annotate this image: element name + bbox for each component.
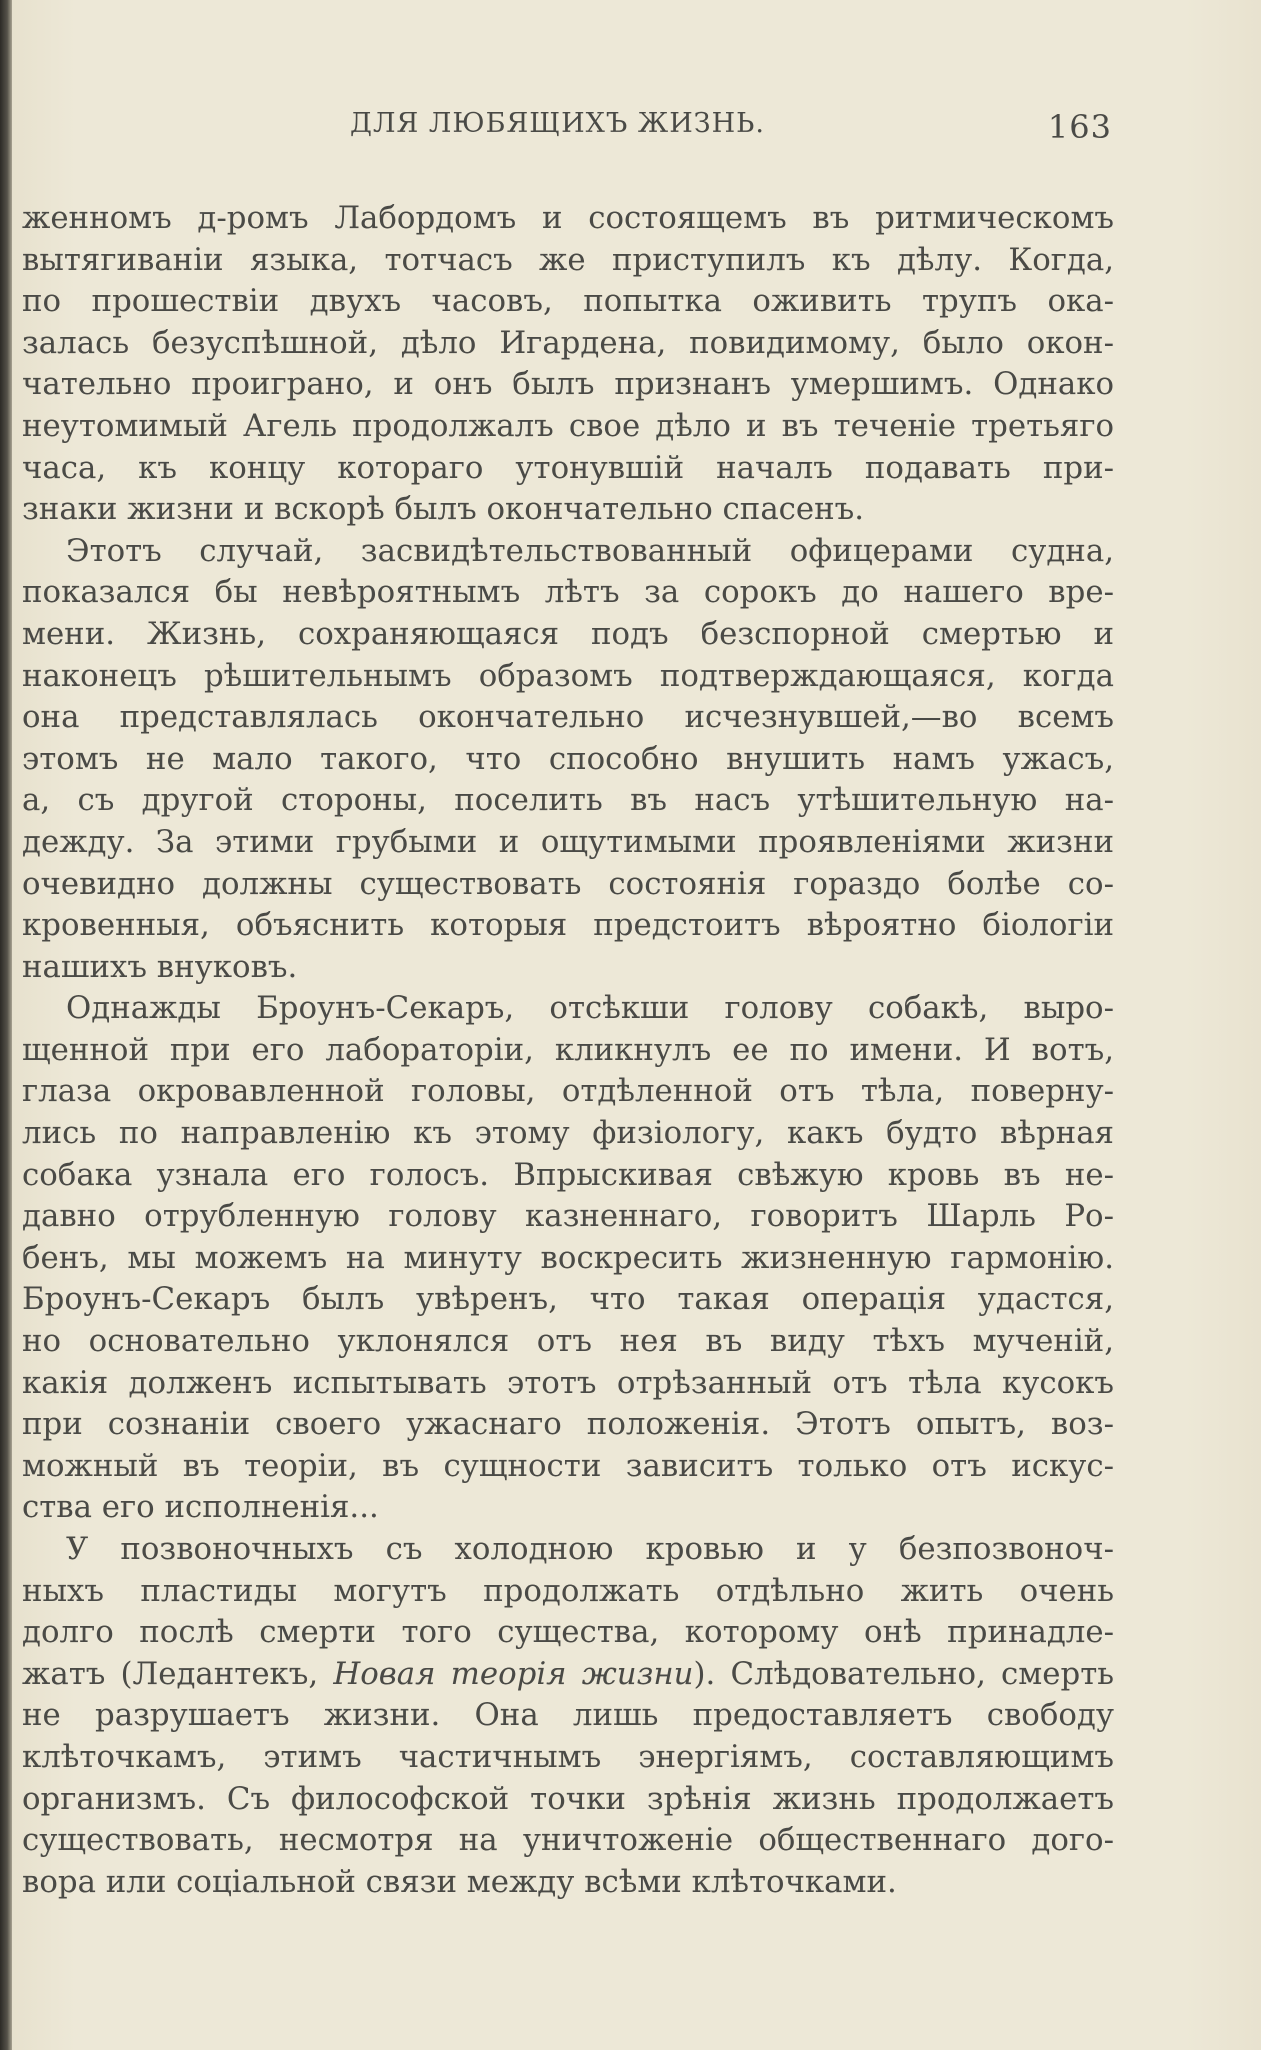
text-line: ныхъ пластиды могутъ продолжать отдѣльно жить очень (22, 1572, 1114, 1609)
text-line: чательно проиграно, и онъ былъ признанъ умершимъ. Однако (22, 366, 1114, 403)
text-line: нашихъ внуковъ. (22, 948, 298, 985)
running-title: ДЛЯ ЛЮБЯЩИХЪ ЖИЗНЬ. (350, 108, 765, 139)
paragraph-start-line: Этотъ случай, засвидѣтельствованный офицерами судна, (66, 532, 1114, 569)
text-line: но основательно уклонялся отъ нея въ виду тѣхъ мученій, (22, 1323, 1114, 1360)
text-line: кровенныя, объяснить которыя предстоитъ вѣроятно біологіи (22, 907, 1114, 944)
text-line: а, съ другой стороны, поселить въ насъ утѣшительную на- (22, 782, 1114, 819)
paragraph-start-line: Однажды Броунъ-Секаръ, отсѣкши голову собакѣ, выро- (66, 990, 1114, 1027)
text-line: знаки жизни и вскорѣ былъ окончательно спасенъ. (22, 491, 865, 528)
citation-suffix: ). Слѣдовательно, смерть (693, 1655, 1115, 1692)
text-line: лись по направленію къ этому физіологу, какъ будто вѣрная (22, 1115, 1114, 1152)
text-line: мени. Жизнь, сохраняющаяся подъ безспорной смертью и (22, 615, 1114, 652)
page-number: 163 (1047, 108, 1112, 146)
text-line: собака узнала его голосъ. Впрыскивая свѣжую кровь въ не- (22, 1156, 1114, 1193)
text-line: какія долженъ испытывать этотъ отрѣзанный отъ тѣла кусокъ (22, 1364, 1114, 1401)
text-line: показался бы невѣроятнымъ лѣтъ за сорокъ до нашего вре- (22, 574, 1114, 611)
text-line: давно отрубленную голову казненнаго, говоритъ Шарль Ро- (22, 1198, 1114, 1235)
text-line: по прошествіи двухъ часовъ, попытка оживить трупъ ока- (22, 283, 1114, 320)
text-line: вора или соціальной связи между всѣми клѣточками. (22, 1863, 897, 1900)
text-line: она представлялась окончательно исчезнувшей,—во всемъ (22, 699, 1114, 736)
text-line: при сознаніи своего ужаснаго положенія. Этотъ опытъ, воз- (22, 1406, 1114, 1443)
cited-book-title: Новая теорія жизни (333, 1655, 694, 1692)
text-line: бенъ, мы можемъ на минуту воскресить жизненную гармонію. (22, 1239, 1114, 1276)
text-line: часа, къ концу котораго утонувшій началъ подавать при- (22, 449, 1114, 486)
text-line: организмъ. Съ философской точки зрѣнія жизнь продолжаетъ (22, 1780, 1114, 1817)
text-line: существовать, несмотря на уничтоженіе общественнаго дого- (22, 1822, 1114, 1859)
page-header (350, 108, 1112, 148)
text-line: залась безуспѣшной, дѣло Игардена, повидимому, было окон- (22, 324, 1114, 361)
text-line: очевидно должны существовать состоянія гораздо болѣе со- (22, 865, 1114, 902)
text-line: долго послѣ смерти того существа, которому онѣ принадле- (22, 1614, 1114, 1651)
text-line: щенной при его лабораторіи, кликнулъ ее по имени. И вотъ, (22, 1031, 1114, 1068)
text-line: клѣточкамъ, этимъ частичнымъ энергіямъ, составляющимъ (22, 1738, 1114, 1775)
text-line: не разрушаетъ жизни. Она лишь предоставляетъ свободу (22, 1697, 1114, 1734)
text-line: женномъ д-ромъ Лабордомъ и состоящемъ въ ритмическомъ (22, 200, 1114, 236)
text-line: этомъ не мало такого, что способно внушить намъ ужасъ, (22, 740, 1114, 777)
body-text (22, 198, 1114, 1903)
text-line: ства его исполненія... (22, 1489, 379, 1526)
paragraph-start-line: У позвоночныхъ съ холодною кровью и у безпозвоноч- (66, 1531, 1114, 1567)
text-line: дежду. За этими грубыми и ощутимыми проявленіями жизни (22, 823, 1114, 860)
text-line: Броунъ-Секаръ былъ увѣренъ, что такая операція удастся, (22, 1281, 1114, 1318)
binding-edge (0, 0, 12, 2050)
text-line: неутомимый Агель продолжалъ свое дѣло и въ теченіе третьяго (22, 407, 1114, 444)
text-line: можный въ теоріи, въ сущности зависитъ только отъ искус- (22, 1447, 1114, 1484)
text-line: вытягиваніи языка, тотчасъ же приступилъ къ дѣлу. Когда, (22, 241, 1114, 278)
text-line: наконецъ рѣшительнымъ образомъ подтверждающаяся, когда (22, 657, 1114, 694)
text-line: глаза окровавленной головы, отдѣленной отъ тѣла, поверну- (22, 1073, 1114, 1110)
text-line-with-citation (22, 1654, 1114, 1696)
citation-prefix: жатъ (Ледантекъ, (22, 1655, 334, 1692)
